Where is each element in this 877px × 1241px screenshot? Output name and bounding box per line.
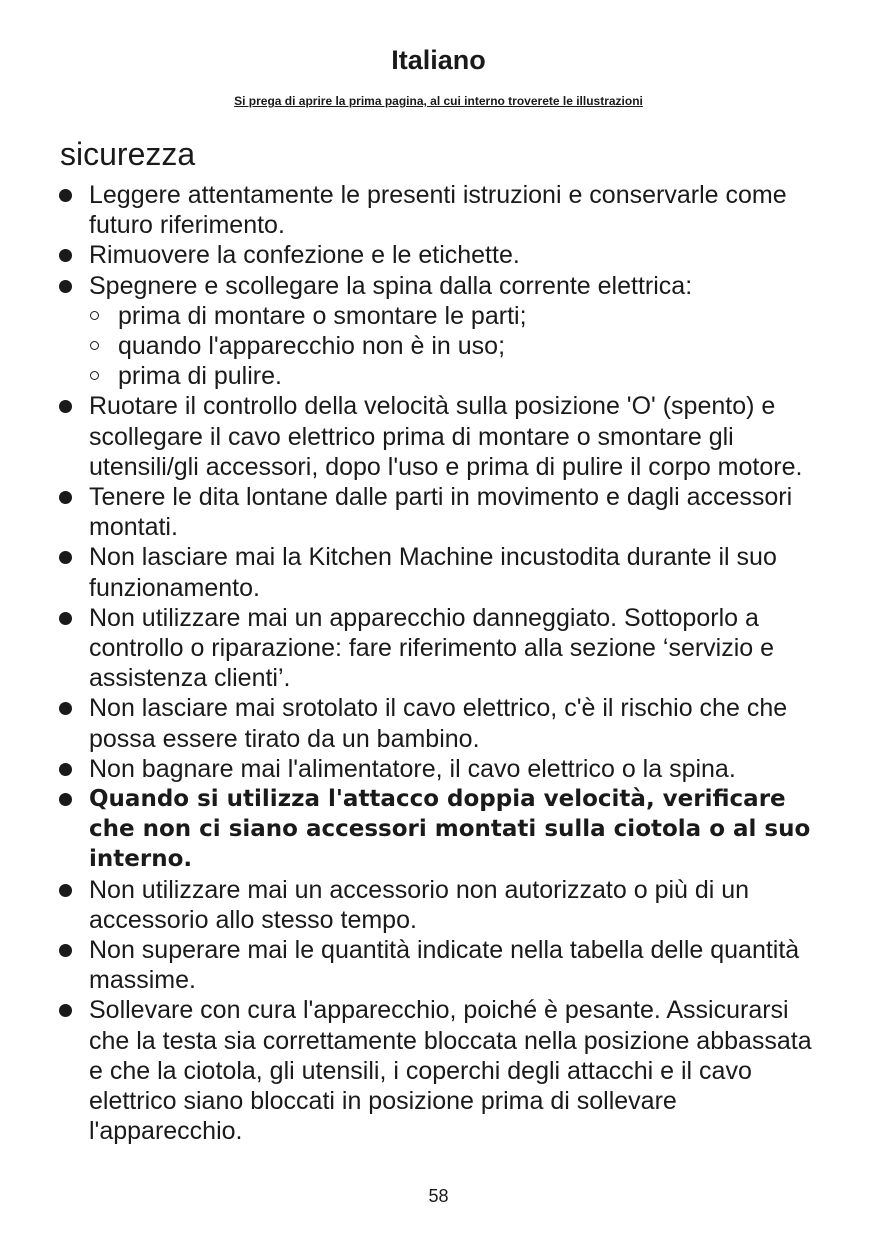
list-item-text: Non utilizzare mai un apparecchio danneggiato. Sottoporlo a controllo o riparazione: fare riferimento alla sezione ‘servizio e assistenza clienti’.	[89, 603, 775, 693]
page-number: 58	[428, 1186, 449, 1206]
list-item-text: Non lasciare mai srotolato il cavo elettrico, c'è il rischio che che possa essere tirato da un bambino.	[89, 694, 788, 753]
list-item-text: Sollevare con cura l'apparecchio, poiché è pesante. Assicurarsi che la testa sia correttamente bloccata nella posizione abbassata e che la ciotola, gli utensili, i coperchi degli attacchi e il cavo elettrico siano bloccati in posizione prima di sollevare l'apparecchio.	[89, 996, 812, 1146]
list-item-text: Non utilizzare mai un accessorio non autorizzato o più di un accessorio allo stesso tempo.	[89, 875, 750, 934]
sub-list-item-text: prima di montare o smontare le parti;	[118, 301, 527, 330]
list-item-text: Non bagnare mai l'alimentatore, il cavo elettrico o la spina.	[89, 754, 736, 783]
list-item	[59, 935, 829, 995]
bullet-icon	[59, 793, 72, 806]
section-heading: sicurezza	[60, 136, 196, 172]
bullet-icon	[59, 551, 72, 564]
list-item	[59, 754, 829, 784]
sub-list-item-text: prima di pulire.	[118, 362, 282, 391]
bullet-icon	[59, 702, 72, 715]
bullet-icon	[59, 884, 72, 897]
page-title: Italiano	[391, 45, 486, 75]
sub-list-item	[89, 301, 829, 331]
list-item	[59, 482, 829, 542]
list-item	[59, 180, 829, 240]
sub-list	[89, 301, 829, 392]
bullet-icon	[59, 491, 72, 504]
list-item-text: Leggere attentamente le presenti istruzioni e conservarle come futuro riferimento.	[89, 181, 787, 240]
list-item-text: Quando si utilizza l'attacco doppia velocità, verificare che non ci siano accessori montati sulla ciotola o al suo interno.	[89, 786, 811, 873]
list-item-text: Non superare mai le quantità indicate nella tabella delle quantità massime.	[89, 936, 800, 995]
hollow-bullet-icon	[90, 311, 99, 320]
list-item	[59, 391, 829, 482]
list-item-text: Non lasciare mai la Kitchen Machine incustodita durante il suo funzionamento.	[89, 543, 777, 602]
hollow-bullet-icon	[90, 341, 99, 350]
list-item-warning	[59, 784, 829, 875]
bullet-icon	[59, 249, 72, 262]
bullet-icon	[59, 189, 72, 202]
list-item	[59, 271, 829, 392]
sub-list-item-text: quando l'apparecchio non è in uso;	[118, 332, 506, 361]
list-item	[59, 542, 829, 602]
bullet-icon	[59, 612, 72, 625]
list-item	[59, 875, 829, 935]
list-item	[59, 240, 829, 270]
bullet-icon	[59, 944, 72, 957]
hollow-bullet-icon	[90, 371, 99, 380]
list-item-text: Ruotare il controllo della velocità sulla posizione 'O' (spento) e scollegare il cavo elettrico prima di montare o smontare gli utensili/gli accessori, dopo l'uso e prima di pulire il corpo motore.	[89, 392, 803, 481]
list-item	[59, 693, 829, 753]
list-item-text: Tenere le dita lontane dalle parti in movimento e dagli accessori montati.	[89, 483, 793, 542]
safety-list	[59, 180, 829, 1147]
bullet-icon	[59, 1004, 72, 1017]
bullet-icon	[59, 763, 72, 776]
bullet-icon	[59, 400, 72, 413]
list-item	[59, 603, 829, 694]
sub-list-item	[89, 331, 829, 361]
list-item-text: Rimuovere la confezione e le etichette.	[89, 241, 520, 270]
sub-list-item	[89, 361, 829, 391]
list-item-text: Spegnere e scollegare la spina dalla corrente elettrica:	[89, 271, 693, 300]
list-item	[59, 995, 829, 1146]
illustrations-note: Si prega di aprire la prima pagina, al cui interno troverete le illustrazioni	[234, 94, 643, 108]
bullet-icon	[59, 280, 72, 293]
